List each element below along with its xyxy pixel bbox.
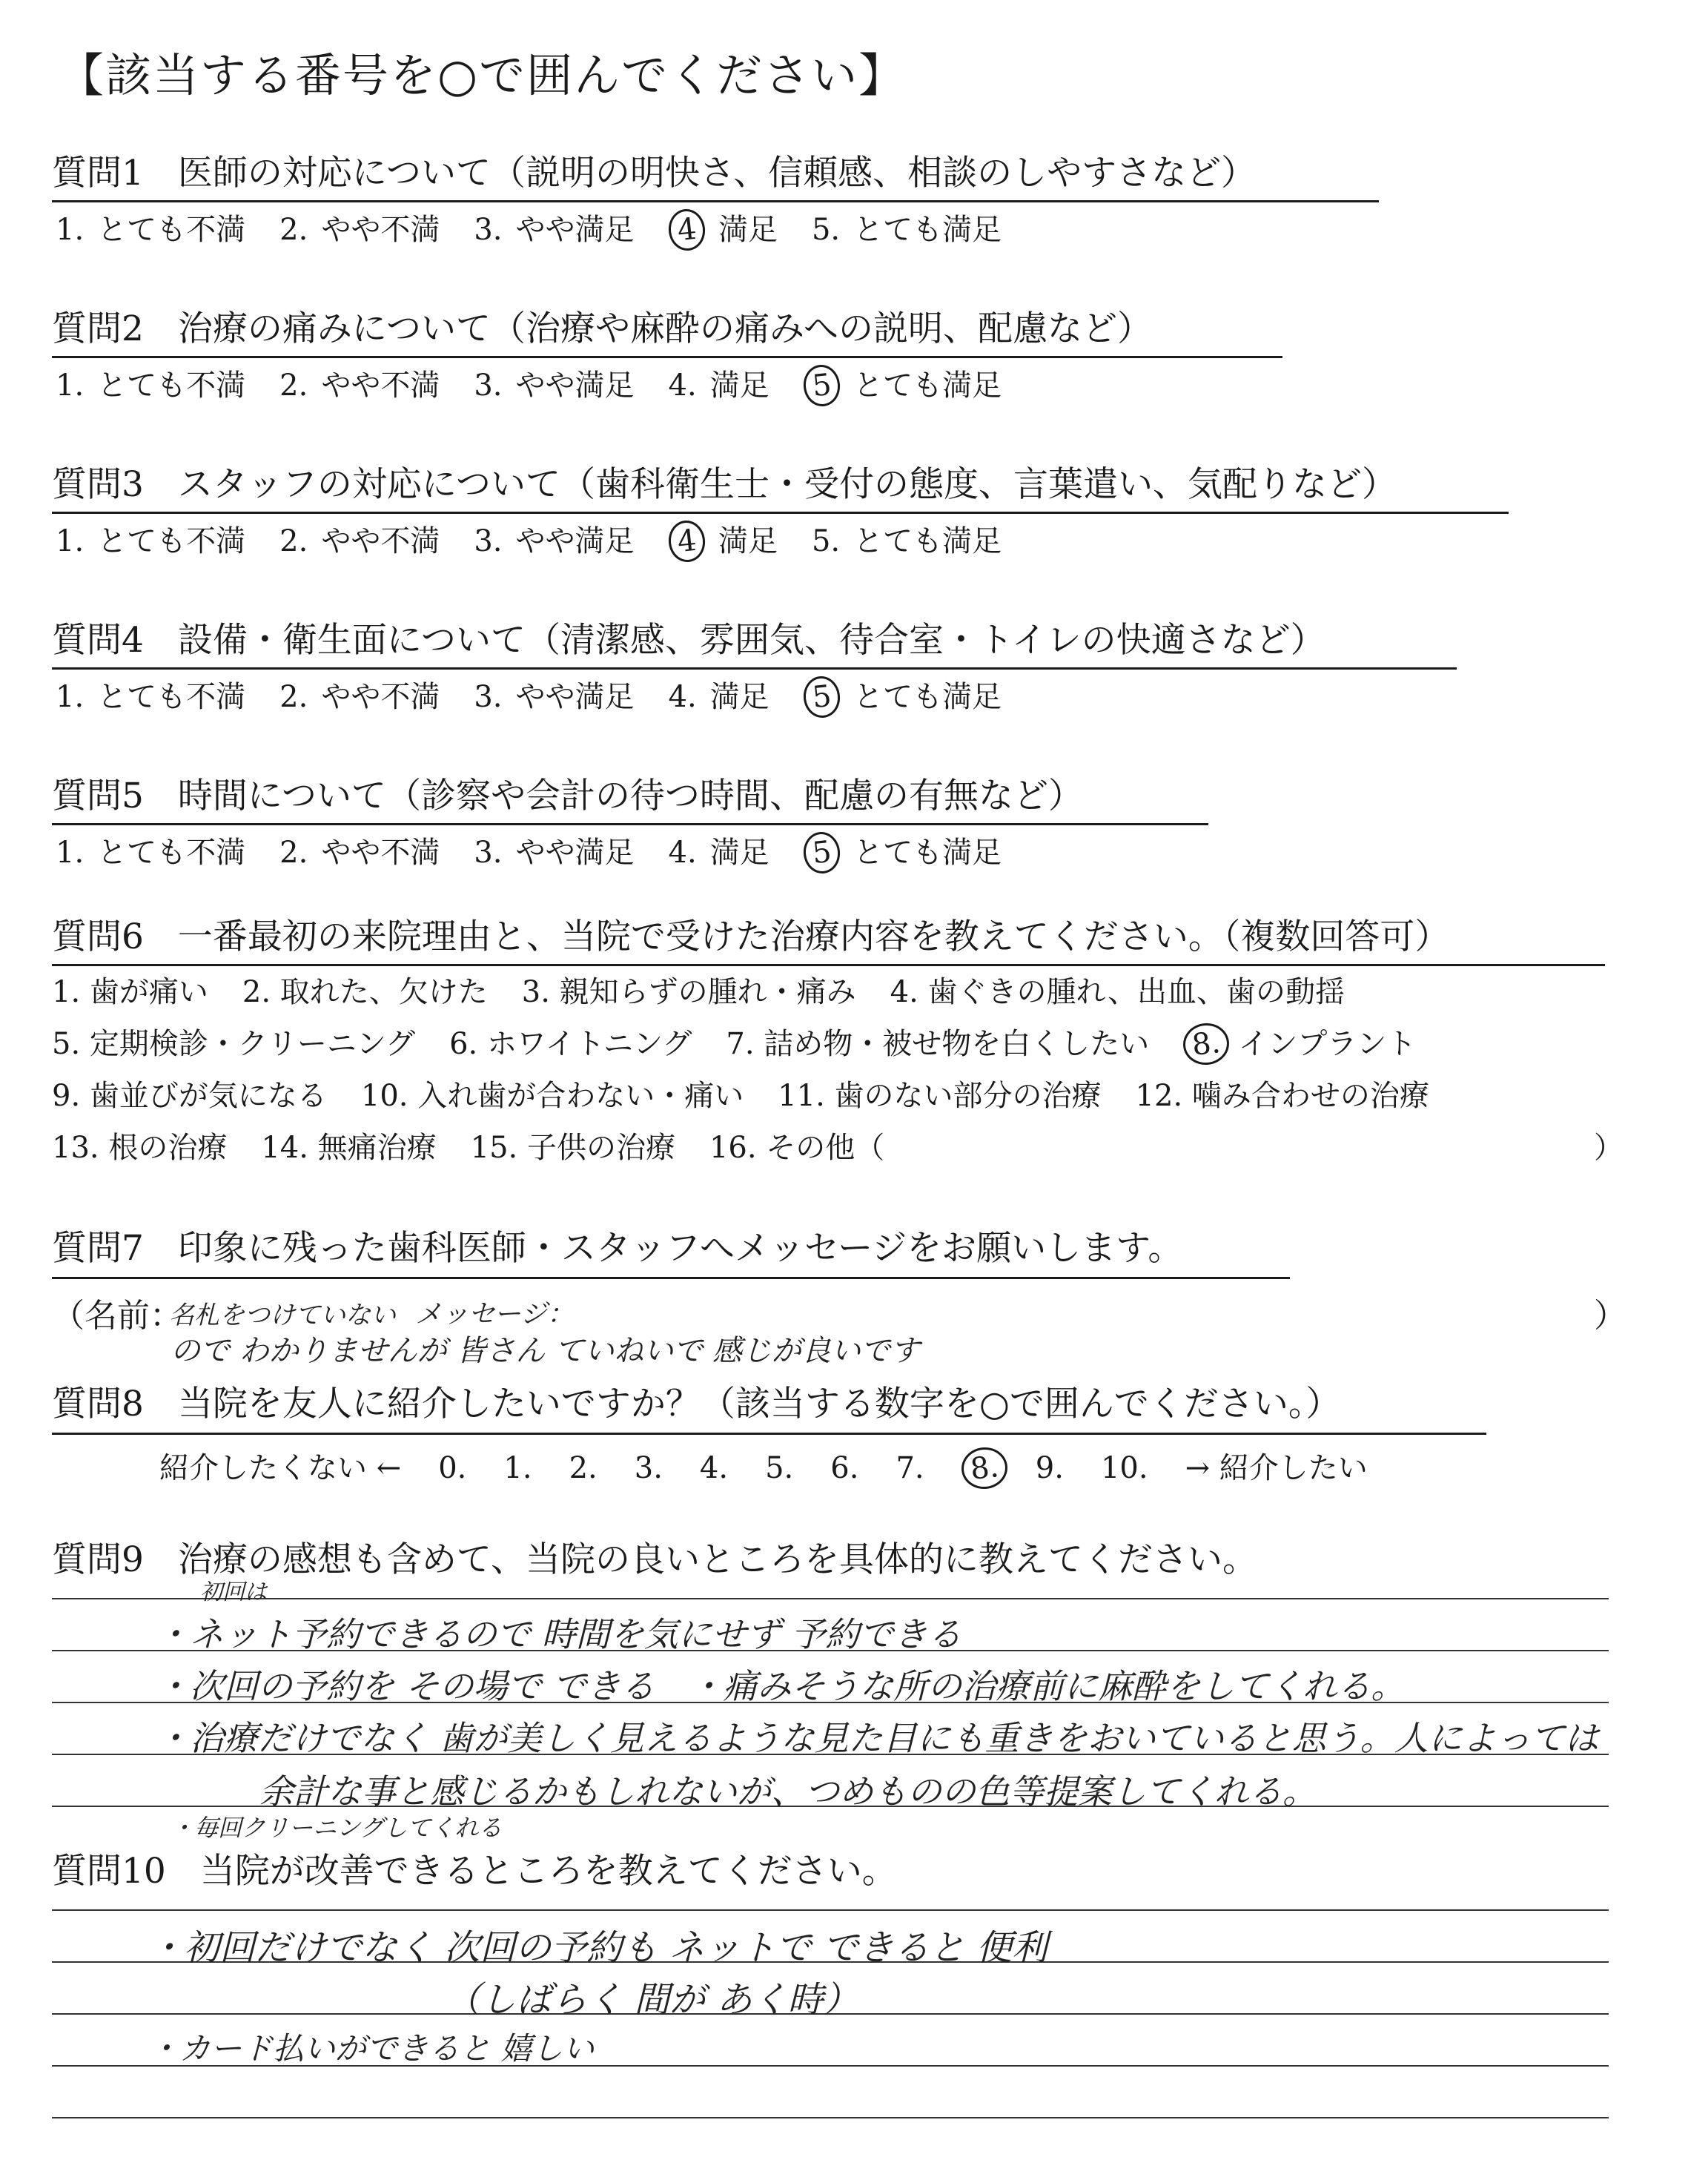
- option-label: とても満足: [853, 213, 1002, 247]
- q6-option[interactable]: 16. その他（: [709, 1131, 885, 1165]
- q6-option[interactable]: 7. 詰め物・被せ物を白くしたい: [726, 1027, 1150, 1061]
- q8-score-3[interactable]: 3.: [634, 1451, 663, 1485]
- q6-other-close[interactable]: ）: [1594, 1131, 1623, 1165]
- q8-score-7[interactable]: 7.: [896, 1451, 924, 1485]
- q3-option-4[interactable]: [669, 523, 778, 560]
- q6-option[interactable]: 1. 歯が痛い: [52, 975, 208, 1009]
- q8-left-label: 紹介したくない ←: [159, 1451, 402, 1485]
- q6-option-selected[interactable]: 8.: [1182, 1021, 1232, 1067]
- option-number: 3.: [474, 369, 503, 403]
- q3-label: 質問3: [52, 464, 144, 505]
- option-number: 4.: [668, 680, 697, 714]
- option-number: 2.: [279, 369, 308, 403]
- q10-line-5: [52, 2117, 1609, 2118]
- q7-message-label: メッセージ：: [415, 1299, 574, 1330]
- q6-option-row: [52, 977, 1379, 1007]
- option-label: やや満足: [515, 369, 635, 403]
- q6-title: 一番最初の来院理由と、当院で受けた治療内容を教えてください。（複数回答可）: [177, 916, 1450, 957]
- q6-option[interactable]: 11. 歯のない部分の治療: [778, 1079, 1102, 1113]
- q8-score-5[interactable]: 5.: [765, 1451, 794, 1485]
- q6-option-row: [52, 1081, 1463, 1111]
- option-label: やや不満: [321, 213, 440, 247]
- q9-label: 質問9: [52, 1539, 144, 1580]
- q6-title-row: [52, 916, 1450, 957]
- option-label: とても満足: [853, 836, 1002, 870]
- option-number: [804, 834, 840, 871]
- q2-label: 質問2: [52, 308, 144, 349]
- q6-option[interactable]: 14. 無痛治療: [261, 1131, 437, 1165]
- q8-right-label: → 紹介したい: [1185, 1451, 1368, 1485]
- q10-title-row: [52, 1851, 897, 1892]
- q8-score-6[interactable]: 6.: [830, 1451, 859, 1485]
- q5-underline: [52, 823, 1208, 825]
- q8-score-2[interactable]: 2.: [569, 1451, 598, 1485]
- q9-answer-4: 余計な事と感じるかもしれないが、つめものの色等提案してくれる。: [259, 1771, 1317, 1811]
- q7-message: ので わかりませんが 皆さん ていねいで 感じが良いです: [171, 1334, 920, 1368]
- q4-option-1[interactable]: [56, 682, 245, 712]
- q9-line-1: [52, 1598, 1609, 1599]
- option-number: [669, 523, 705, 560]
- option-number: 1.: [56, 524, 85, 558]
- q2-option-3[interactable]: [474, 369, 635, 403]
- q2-option-2[interactable]: [279, 369, 440, 403]
- q9-title-row: [52, 1539, 1257, 1580]
- q2-title: 治療の痛みについて（治療や麻酔の痛みへの説明、配慮など）: [177, 308, 1153, 349]
- option-label: 満足: [709, 836, 769, 870]
- q4-options: [56, 678, 1036, 716]
- q5-title: 時間について（診察や会計の待つ時間、配慮の有無など）: [177, 776, 1083, 816]
- option-number: 3.: [474, 524, 503, 558]
- q8-scale: [159, 1444, 1368, 1487]
- option-number: 1.: [56, 680, 85, 714]
- q2-option-4[interactable]: [668, 369, 769, 403]
- option-number: 3.: [474, 213, 503, 247]
- q1-options: [56, 211, 1036, 248]
- option-label: やや満足: [515, 524, 635, 558]
- q3-underline: [52, 512, 1509, 514]
- q4-option-2[interactable]: [279, 682, 440, 712]
- option-label: やや不満: [321, 680, 440, 714]
- circled-answer: 5: [801, 363, 842, 409]
- q6-option[interactable]: インプラント: [1238, 1027, 1417, 1061]
- q6-underline: [52, 964, 1605, 966]
- option-label: やや満足: [515, 680, 635, 714]
- q1-title: 医師の対応について（説明の明快さ、信頼感、相談のしやすさなど）: [177, 153, 1257, 194]
- q1-option-3[interactable]: [474, 215, 634, 245]
- q1-option-1[interactable]: [56, 215, 245, 245]
- circled-answer: 5: [801, 675, 842, 720]
- q8-score-8[interactable]: 8.: [959, 1445, 1010, 1491]
- q6-option[interactable]: 2. 取れた、欠けた: [242, 975, 488, 1009]
- q3-title: スタッフの対応について（歯科衛生士・受付の態度、言葉遣い、気配りなど）: [177, 464, 1397, 505]
- q10-answer-0: ・初回だけでなく 次回の予約も ネットで できると 便利: [148, 1927, 1048, 1969]
- option-number: 1.: [56, 836, 85, 870]
- q8-score-9[interactable]: 9.: [1035, 1451, 1064, 1485]
- q7-label: 質問7: [52, 1228, 144, 1269]
- circled-answer: 4: [666, 519, 707, 564]
- q1-option-4[interactable]: [669, 211, 778, 248]
- q3-option-3[interactable]: [474, 526, 634, 556]
- option-label: とても満足: [853, 680, 1002, 714]
- option-label: やや不満: [321, 369, 440, 403]
- option-label: 満足: [709, 680, 769, 714]
- option-number: 2.: [279, 680, 308, 714]
- q8-score-0[interactable]: 0.: [438, 1451, 467, 1485]
- q7-underline: [52, 1277, 1290, 1279]
- option-number: [804, 678, 840, 716]
- option-number: [804, 367, 840, 404]
- q5-option-2[interactable]: [279, 838, 440, 868]
- q9-answer-0: 初回は: [200, 1579, 267, 1605]
- q10-answer-2: ・カード払いができると 嬉しい: [148, 2030, 595, 2067]
- q6-option[interactable]: 4. 歯ぐきの腫れ、出血、歯の動揺: [890, 975, 1345, 1009]
- q1-title-row: [52, 153, 1257, 194]
- option-number: [669, 211, 705, 248]
- q6-option[interactable]: 5. 定期検診・クリーニング: [52, 1027, 416, 1061]
- q6-option[interactable]: 15. 子供の治療: [470, 1131, 675, 1165]
- q4-option-4[interactable]: [669, 682, 769, 712]
- q7-title-row: [52, 1228, 1183, 1269]
- option-label: とても不満: [97, 369, 246, 403]
- q6-option[interactable]: 3. 親知らずの腫れ・痛み: [521, 975, 856, 1009]
- q5-options: [56, 834, 1036, 871]
- q10-title: 当院が改善できるところを教えてください。: [199, 1851, 897, 1892]
- q6-option-row: [52, 1025, 1450, 1063]
- q9-answer-1: ・ネット予約できるので 時間を気にせず 予約できる: [156, 1614, 962, 1654]
- option-label: とても不満: [97, 213, 246, 247]
- option-label: やや満足: [515, 213, 635, 247]
- option-label: とても不満: [97, 680, 246, 714]
- q3-option-5[interactable]: [812, 526, 1002, 556]
- circled-answer: 5: [801, 830, 842, 876]
- option-number: 4.: [668, 836, 697, 870]
- q1-option-2[interactable]: [279, 215, 440, 245]
- q4-label: 質問4: [52, 620, 144, 661]
- option-label: やや不満: [321, 524, 440, 558]
- option-label: 満足: [709, 369, 769, 403]
- option-number: 2.: [279, 836, 308, 870]
- q8-score-1[interactable]: 1.: [503, 1451, 532, 1485]
- q6-option[interactable]: 9. 歯並びが気になる: [52, 1079, 327, 1113]
- q2-option-1[interactable]: [56, 369, 246, 403]
- option-label: とても満足: [853, 524, 1002, 558]
- option-label: やや満足: [515, 836, 635, 870]
- q2-options: [56, 367, 1036, 404]
- q3-options: [56, 523, 1036, 560]
- option-number: 1.: [56, 213, 85, 247]
- q4-underline: [52, 667, 1457, 670]
- q8-score-4[interactable]: 4.: [699, 1451, 729, 1485]
- q4-option-5[interactable]: [804, 678, 1002, 716]
- q1-underline: [52, 200, 1379, 202]
- q5-label: 質問5: [52, 776, 144, 816]
- q8-score-10[interactable]: 10.: [1100, 1451, 1148, 1485]
- circled-answer: 4: [666, 208, 707, 253]
- q8-underline: [52, 1433, 1486, 1435]
- q9-answer-2: ・次回の予約を その場で できる ・痛みそうな所の治療前に麻酔をしてくれる。: [156, 1666, 1406, 1706]
- q7-title: 印象に残った歯科医師・スタッフへメッセージをお願いします。: [177, 1228, 1183, 1269]
- option-number: 5.: [811, 213, 841, 247]
- option-label: 満足: [718, 213, 778, 247]
- option-label: とても不満: [97, 524, 246, 558]
- option-number: 5.: [811, 524, 841, 558]
- q7-name-value: 名札をつけていない: [169, 1301, 396, 1330]
- q8-title: 当院を友人に紹介したいですか？（該当する数字を○で囲んでください。）: [177, 1384, 1341, 1424]
- q3-title-row: [52, 464, 1397, 505]
- q2-title-row: [52, 308, 1153, 349]
- option-label: とても不満: [97, 836, 246, 870]
- q8-title-row: [52, 1384, 1341, 1424]
- q5-option-3[interactable]: [474, 838, 634, 868]
- q9-title: 治療の感想も含めて、当院の良いところを具体的に教えてください。: [177, 1539, 1257, 1580]
- option-label: 満足: [718, 524, 778, 558]
- q4-title: 設備・衛生面について（清潔感、雰囲気、待合室・トイレの快適さなど）: [177, 620, 1325, 661]
- q7-name-label: （名前：: [52, 1297, 182, 1335]
- q4-option-3[interactable]: [474, 682, 634, 712]
- q3-option-2[interactable]: [279, 526, 440, 556]
- q5-title-row: [52, 776, 1083, 816]
- q10-label: 質問10: [52, 1851, 166, 1892]
- q8-label: 質問8: [52, 1384, 144, 1424]
- q10-answer-1: （しばらく 間が あく時）: [445, 1979, 859, 2021]
- q2-option-5[interactable]: [804, 367, 1002, 404]
- q6-option[interactable]: 10. 入れ歯が合わない・痛い: [360, 1079, 744, 1113]
- q3-option-1[interactable]: [56, 526, 245, 556]
- q1-label: 質問1: [52, 153, 144, 194]
- option-label: やや不満: [321, 836, 440, 870]
- option-label: とても満足: [853, 369, 1002, 403]
- q10-line-1: [52, 1909, 1609, 1911]
- option-number: 2.: [279, 213, 308, 247]
- q6-label: 質問6: [52, 916, 144, 957]
- q6-option[interactable]: 6. ホワイトニング: [449, 1027, 692, 1061]
- option-number: 2.: [279, 524, 308, 558]
- option-number: 1.: [56, 369, 85, 403]
- q5-option-5[interactable]: [804, 834, 1002, 871]
- option-number: 3.: [474, 836, 503, 870]
- q6-option[interactable]: 12. 噛み合わせの治療: [1135, 1079, 1429, 1113]
- option-number: 4.: [668, 369, 697, 403]
- q1-option-5[interactable]: [812, 215, 1002, 245]
- q9-answer-3: ・治療だけでなく 歯が美しく見えるような見た目にも重きをおいていると思う。人によっては: [156, 1718, 1599, 1758]
- q5-option-4[interactable]: [669, 838, 769, 868]
- q6-option[interactable]: 13. 根の治療: [52, 1131, 228, 1165]
- q6-option-row: [52, 1131, 1623, 1165]
- q2-underline: [52, 356, 1282, 358]
- q4-title-row: [52, 620, 1325, 661]
- q9-answer-5: ・毎回クリーニングしてくれる: [171, 1814, 503, 1842]
- page-header: 【該当する番号を○で囲んでください】: [58, 48, 907, 102]
- option-number: 3.: [474, 680, 503, 714]
- q5-option-1[interactable]: [56, 838, 245, 868]
- q7-close-paren: ）: [1594, 1297, 1626, 1335]
